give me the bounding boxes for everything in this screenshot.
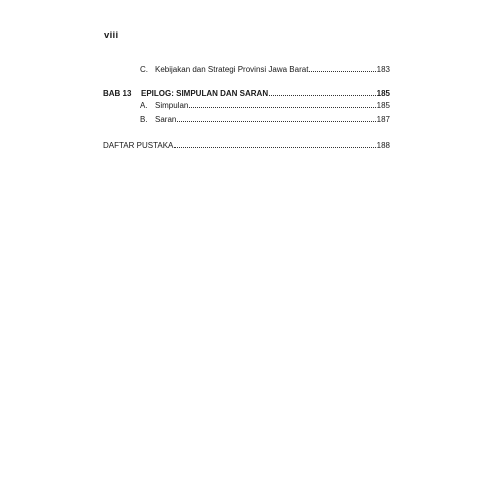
toc-entry-page: 187 xyxy=(376,115,390,124)
dot-leader xyxy=(269,95,376,96)
toc-entry-page: 185 xyxy=(376,101,390,110)
toc-entry-title: Saran xyxy=(155,115,177,124)
page-number: viii xyxy=(104,30,119,41)
toc-entry-page: 188 xyxy=(376,141,390,150)
dot-leader xyxy=(177,121,375,122)
toc-entry-title: DAFTAR PUSTAKA xyxy=(103,141,174,150)
toc-entry-letter: C. xyxy=(140,65,148,74)
chapter-page: 185 xyxy=(376,89,390,98)
toc-entry-kebijakan[interactable] xyxy=(140,64,390,75)
toc-entry-letter: B. xyxy=(140,115,148,124)
toc-entry-title: Simpulan xyxy=(155,101,189,110)
toc-entry-letter: A. xyxy=(140,101,148,110)
toc-entry-page: 183 xyxy=(376,65,390,74)
toc-entry-daftar-pustaka[interactable] xyxy=(103,140,390,151)
chapter-title: EPILOG: SIMPULAN DAN SARAN xyxy=(141,89,269,98)
toc-entry-title: Kebijakan dan Strategi Provinsi Jawa Barat xyxy=(155,65,309,74)
dot-leader xyxy=(174,147,375,148)
toc-chapter-13[interactable] xyxy=(103,88,390,99)
dot-leader xyxy=(189,107,375,108)
toc-entry-simpulan[interactable] xyxy=(140,100,390,111)
dot-leader xyxy=(309,71,375,72)
chapter-label: BAB 13 xyxy=(103,89,132,98)
toc-entry-saran[interactable] xyxy=(140,114,390,125)
